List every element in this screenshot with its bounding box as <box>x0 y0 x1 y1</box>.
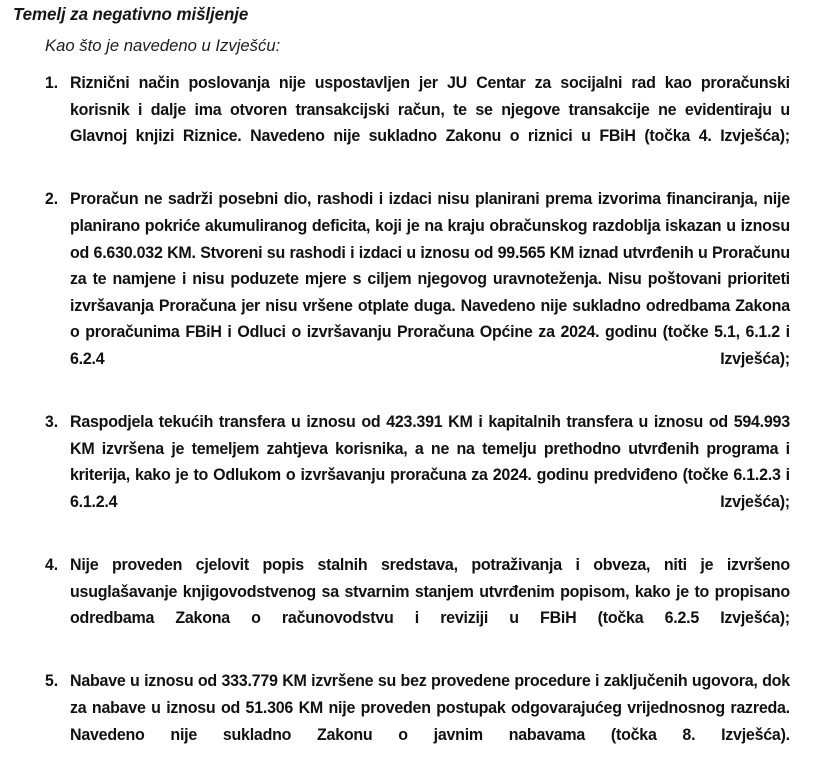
list-item-number: 5. <box>45 671 59 691</box>
list-item <box>0 409 817 542</box>
list-item-number: 3. <box>45 412 59 432</box>
list-item-text: Raspodjela tekućih transfera u iznosu od 423.391 KM i kapitalnih transfera u iznosu od 594.993 KM izvršena je temeljem zahtjeva korisnika, a ne na temelju prethodno utvrđenih programa i kriterija, kako je to Odlukom o izvršavanju proračuna za 2024. godinu predviđeno (točke 6.1.2.3 i 6.1.2.4 Izvješća); <box>70 412 790 511</box>
list-item-number: 1. <box>45 73 59 92</box>
list-item-number: 4. <box>45 555 59 575</box>
findings-list <box>0 70 817 775</box>
list-item-text: Proračun ne sadrži posebni dio, rashodi i izdaci nisu planirani prema izvorima financiranja, nije planirano pokriće akumuliranog deficita, koji je na kraju obračunskog razdoblja iskazan u iznosu od 6.630.032 KM. Stvoreni su rashodi i izdaci u iznosu od 99.565 KM iznad utvrđenih u Proračunu za te namjene i nisu poduzete mjere s ciljem njegovog uravnoteženja. Nisu poštovani prioriteti izvršavanja Proračuna jer nisu vršene otplate duga. Navedeno nije sukladno odredbama Zakona o proračunima FBiH i Odluci o izvršavanju Proračuna Općine za 2024. godinu (točke 5.1, 6.1.2 i 6.2.4 Izvješća); <box>70 189 790 368</box>
list-item-text: Nije proveden cjelovit popis stalnih sredstava, potraživanja i obveza, niti je izvršeno usuglašavanje knjigovodstvenog sa stvarnim stanjem utvrđenim popisom, kako je to propisano odredbama Zakona o računovodstvu i reviziji u FBiH (točka 6.2.5 Izvješća); <box>70 555 790 628</box>
list-item-text: Nabave u iznosu od 333.779 KM izvršene su bez provedene procedure i zaključenih ugovora, dok za nabave u iznosu od 51.306 KM nije proveden postupak odgovarajućeg vrijednosnog razreda. Navedeno nije sukladno Zakonu o javnim nabavama (točka 8. Izvješća). <box>70 671 790 744</box>
document-subtitle: Kao što je navedeno u Izvješću: <box>45 36 281 55</box>
page-title: Temelj za negativno mišljenje <box>13 4 249 24</box>
list-item <box>0 552 817 658</box>
list-item <box>0 70 817 176</box>
list-item <box>0 668 817 774</box>
list-item-number: 2. <box>45 189 59 209</box>
list-item <box>0 186 817 399</box>
list-item-text: Riznični način poslovanja nije uspostavljen jer JU Centar za socijalni rad kao proračunski korisnik i dalje ima otvoren transakcijski račun, te se njegove transakcije ne evidentiraju u Glavnoj knjizi Riznice. Navedeno nije sukladno Zakonu o riznici u FBiH (točka 4. Izvješća); <box>70 73 790 146</box>
